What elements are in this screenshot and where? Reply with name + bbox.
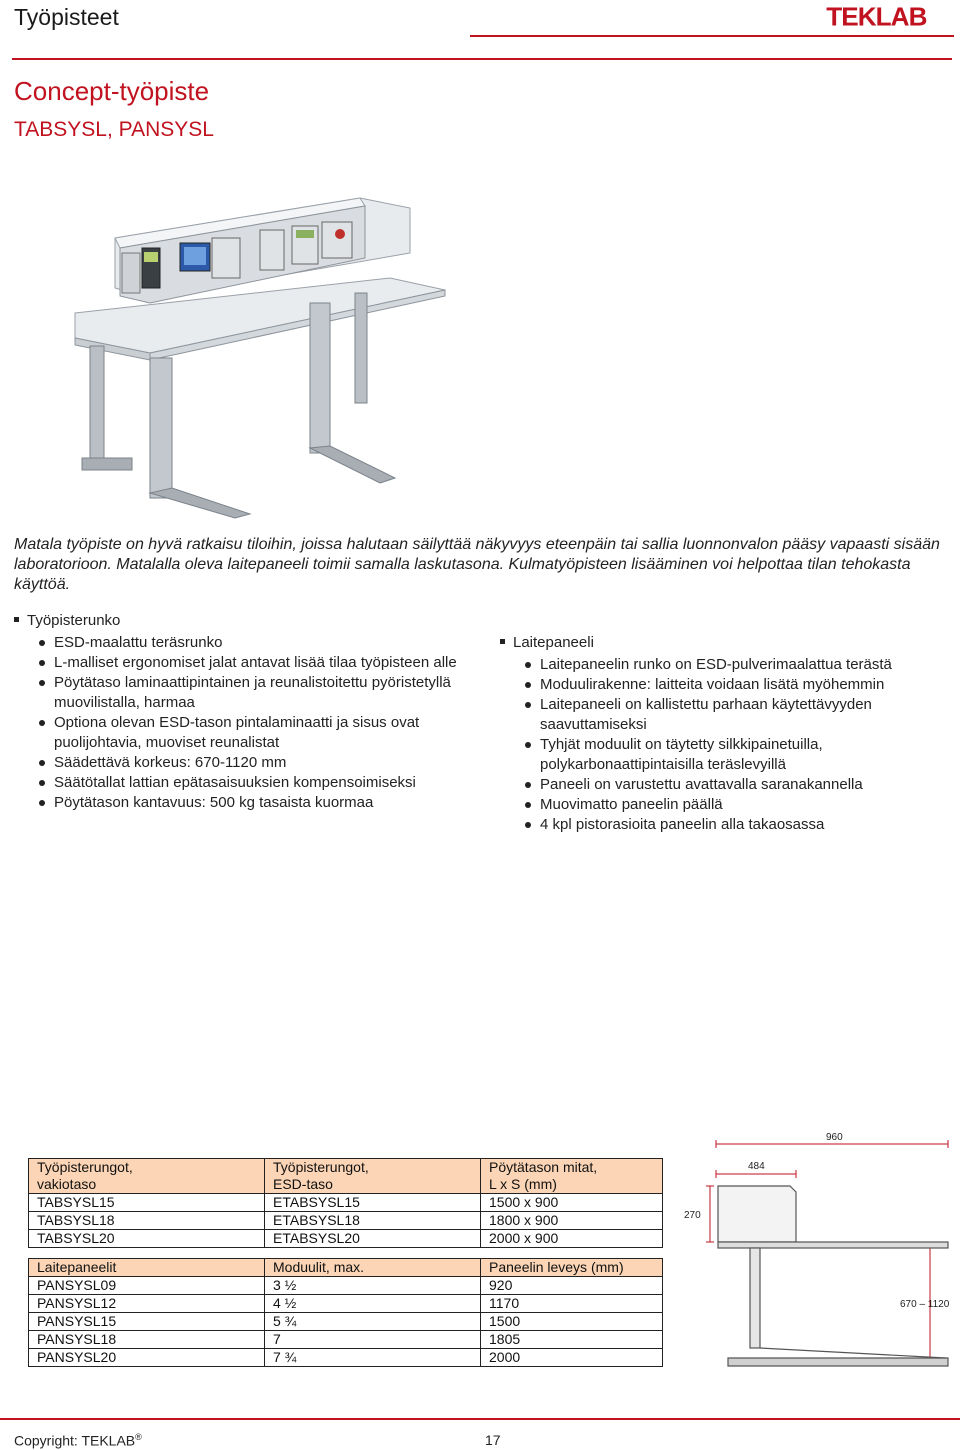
dim-484-label: 484 xyxy=(748,1161,765,1172)
section-heading-panel-label: Laitepaneeli xyxy=(513,634,594,651)
square-bullet-icon xyxy=(14,617,19,622)
square-bullet-icon xyxy=(500,639,505,644)
frame-feature-list xyxy=(54,633,484,813)
table-cell: PANSYSL18 xyxy=(29,1331,265,1349)
list-item: Tyhjät moduulit on täytetty silkkipainetuilla, polykarbonaattipintaisilla teräslevyillä xyxy=(540,735,950,775)
dimension-drawing xyxy=(678,1130,954,1370)
table-cell: PANSYSL12 xyxy=(29,1295,265,1313)
bullet-icon xyxy=(39,760,45,766)
list-item: Säädettävä korkeus: 670-1120 mm xyxy=(54,753,484,773)
table-row xyxy=(29,1295,663,1313)
list-item: Muovimatto paneelin päällä xyxy=(540,795,950,815)
list-item: L-malliset ergonomiset jalat antavat lisää tilaa työpisteen alle xyxy=(54,653,484,673)
table-header-cell: Moduulit, max. xyxy=(265,1259,481,1277)
table-cell: 1805 xyxy=(481,1331,663,1349)
panel-models-table xyxy=(28,1258,663,1367)
table-cell: ETABSYSL18 xyxy=(265,1212,481,1230)
table-header-cell: Työpisterungot, ESD-taso xyxy=(265,1159,481,1194)
footer-rule xyxy=(0,1418,960,1420)
table-cell: TABSYSL18 xyxy=(29,1212,265,1230)
list-item: Pöytätason kantavuus: 500 kg tasaista kuormaa xyxy=(54,793,484,813)
table-row xyxy=(29,1212,663,1230)
dim-270-label: 270 xyxy=(684,1210,701,1221)
header-rule-top xyxy=(470,35,954,37)
table-row xyxy=(29,1313,663,1331)
bullet-icon xyxy=(39,780,45,786)
table-header-cell: Laitepaneelit xyxy=(29,1259,265,1277)
dim-960-label: 960 xyxy=(826,1132,843,1143)
bullet-icon xyxy=(39,640,45,646)
header-rule xyxy=(12,58,952,60)
table-cell: PANSYSL15 xyxy=(29,1313,265,1331)
panel-feature-list xyxy=(540,655,950,835)
table-cell: 7 xyxy=(265,1331,481,1349)
bullet-icon xyxy=(525,822,531,828)
bullet-icon xyxy=(39,720,45,726)
table-header-cell: Työpisterungot, vakiotaso xyxy=(29,1159,265,1194)
bullet-icon xyxy=(39,800,45,806)
table-cell: 3 ½ xyxy=(265,1277,481,1295)
table-row xyxy=(29,1194,663,1212)
table-row xyxy=(29,1230,663,1248)
bullet-icon xyxy=(39,680,45,686)
table-cell: 1500 x 900 xyxy=(481,1194,663,1212)
table-header-cell: Pöytätason mitat, L x S (mm) xyxy=(481,1159,663,1194)
table-cell: 4 ½ xyxy=(265,1295,481,1313)
list-item: Laitepaneeli on kallistettu parhaan käytettävyyden saavuttamiseksi xyxy=(540,695,950,735)
section-heading-frame-label: Työpisterunko xyxy=(27,612,121,629)
bullet-icon xyxy=(525,742,531,748)
bullet-icon xyxy=(39,660,45,666)
table-cell: 2000 xyxy=(481,1349,663,1367)
table-row xyxy=(29,1331,663,1349)
intro-paragraph: Matala työpiste on hyvä ratkaisu tiloihin, joissa halutaan säilyttää näkyvyys eteenpäin tai sallia luonnonvalon pääsy vapaasti sisään laboratorioon. Matalalla oleva laitepaneeli toimii samalla laskutasona. Kulmatyöpisteen lisääminen voi helpottaa tilan tehokasta käyttöä. xyxy=(14,536,940,593)
product-codes: TABSYSL, PANSYSL xyxy=(14,118,214,141)
workstation-image xyxy=(60,178,460,523)
table-header-row xyxy=(29,1259,663,1277)
table-cell: 5 ¾ xyxy=(265,1313,481,1331)
table-cell: 1800 x 900 xyxy=(481,1212,663,1230)
table-cell: 1500 xyxy=(481,1313,663,1331)
table-cell: 2000 x 900 xyxy=(481,1230,663,1248)
bullet-icon xyxy=(525,802,531,808)
teklab-logo xyxy=(820,2,950,30)
list-item: Paneeli on varustettu avattavalla saranakannella xyxy=(540,775,950,795)
registered-mark: ® xyxy=(135,1432,142,1442)
bullet-icon xyxy=(525,662,531,668)
table-cell: ETABSYSL20 xyxy=(265,1230,481,1248)
table-cell: 1170 xyxy=(481,1295,663,1313)
table-cell: PANSYSL09 xyxy=(29,1277,265,1295)
table-header-cell: Paneelin leveys (mm) xyxy=(481,1259,663,1277)
list-item: Moduulirakenne: laitteita voidaan lisätä myöhemmin xyxy=(540,675,950,695)
frame-models-table xyxy=(28,1158,663,1248)
section-heading-frame xyxy=(14,612,120,629)
table-cell: 7 ¾ xyxy=(265,1349,481,1367)
table-cell: TABSYSL15 xyxy=(29,1194,265,1212)
section-heading-panel xyxy=(500,634,594,651)
list-item: Pöytätaso laminaattipintainen ja reunalistoitettu pyöristetyllä muovilistalla, harmaa xyxy=(54,673,484,713)
list-item: Laitepaneelin runko on ESD-pulverimaalattua terästä xyxy=(540,655,950,675)
dim-height-label: 670 – 1120 xyxy=(900,1299,950,1310)
bullet-icon xyxy=(525,782,531,788)
bullet-icon xyxy=(525,682,531,688)
table-row xyxy=(29,1277,663,1295)
table-cell: ETABSYSL15 xyxy=(265,1194,481,1212)
list-item: 4 kpl pistorasioita paneelin alla takaosassa xyxy=(540,815,950,835)
list-item: Optiona olevan ESD-tason pintalaminaatti ja sisus ovat puolijohtavia, muoviset reunalistat xyxy=(54,713,484,753)
table-cell: PANSYSL20 xyxy=(29,1349,265,1367)
bullet-icon xyxy=(525,702,531,708)
table-cell: 920 xyxy=(481,1277,663,1295)
list-item: Säätötallat lattian epätasaisuuksien kompensoimiseksi xyxy=(54,773,484,793)
table-cell: TABSYSL20 xyxy=(29,1230,265,1248)
svg-text:TEKLAB: TEKLAB xyxy=(826,2,927,30)
table-header-row xyxy=(29,1159,663,1194)
product-title: Concept-työpiste xyxy=(14,76,210,106)
footer-copyright: Copyright: TEKLAB® xyxy=(14,1432,142,1449)
list-item: ESD-maalattu teräsrunko xyxy=(54,633,484,653)
page-number: 17 xyxy=(485,1432,501,1448)
table-row xyxy=(29,1349,663,1367)
page-header-title: Työpisteet xyxy=(14,4,119,30)
